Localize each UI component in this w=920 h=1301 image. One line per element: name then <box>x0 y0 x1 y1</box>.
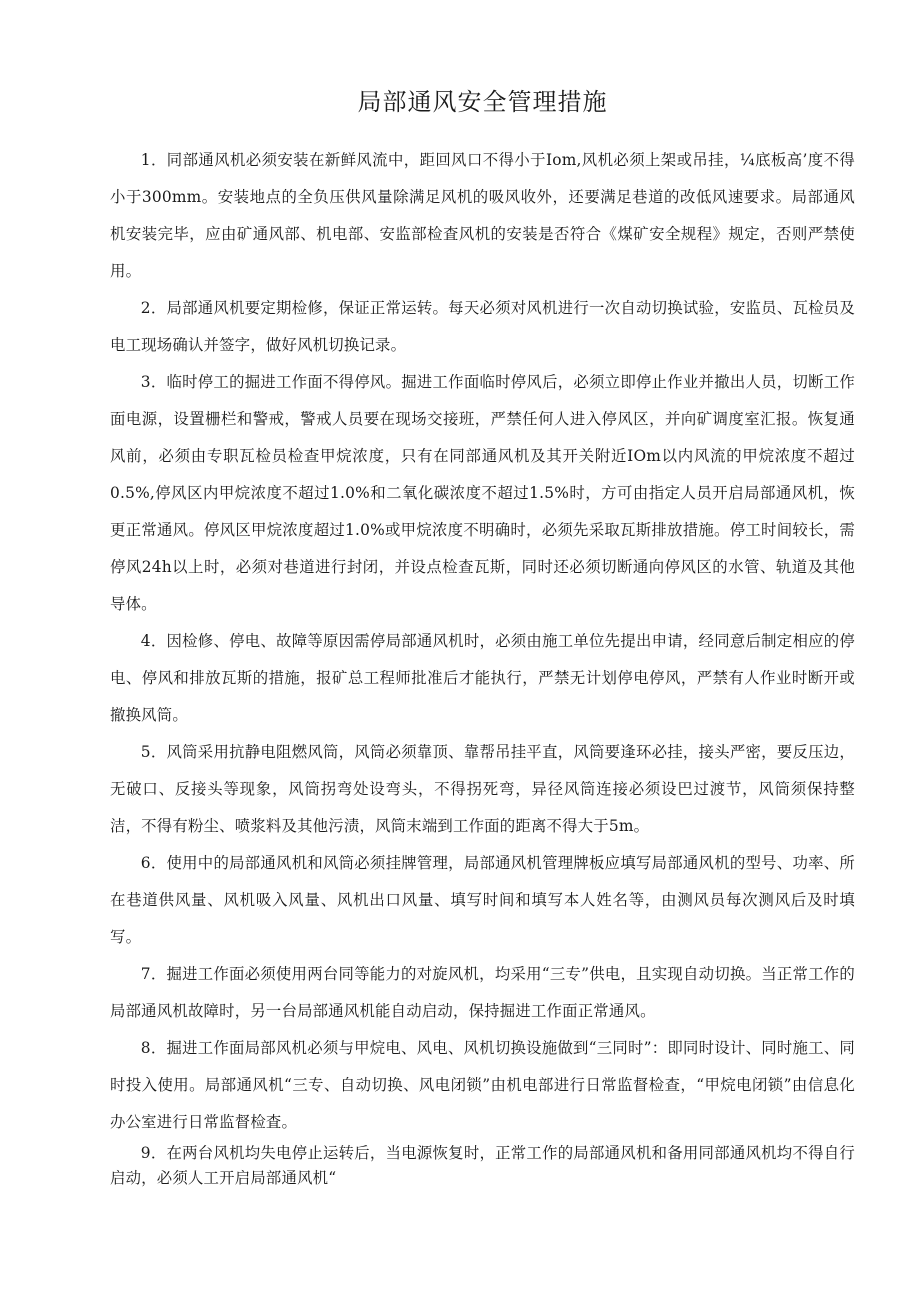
paragraph-8: 8．掘进工作面局部风机必须与甲烷电、风电、风机切换设施做到“三同时”：即同时设计、同时施工、同时投入使用。局部通风机“三专、自动切换、风电闭锁”由机电部进行日常监督检查，“甲烷电闭锁”由信息化办公室进行日常监督检査。 <box>110 1039 855 1131</box>
paragraph-9: 9．在两台风机均失电停止运转后，当电源恢复时，正常工作的局部通风机和备用同部通风机均不得自行启动，必须人工开启局部通风机“ <box>110 1144 855 1187</box>
paragraph-5: 5．风筒采用抗静电阻燃风筒，风筒必须靠顶、靠帮吊挂平直，风筒要逢环必挂，接头严密，要反压边，无破口、反接头等现象，风筒拐弯处设弯头，不得拐死弯，异径风筒连接必须设巴过渡节，风筒须保持整洁，不得有粉尘、喷浆料及其他污渍，风筒末端到工作面的距离不得大于5m。 <box>110 743 855 835</box>
document-title: 局部通风安全管理措施 <box>357 88 608 116</box>
paragraph-4: 4．因检修、停电、故障等原因需停局部通风机时，必须由施工单位先提出申请，经同意后制定相应的停电、停风和排放瓦斯的措施，报矿总工程师批准后才能执行，严禁无计划停电停风，严禁有人作业时断开或撤换风筒。 <box>110 632 855 724</box>
document-page <box>110 82 855 1191</box>
paragraph-1: 1．同部通风机必须安装在新鲜风流中，距回风口不得小于Iom,风机必须上架或吊挂，¼底板高’度不得小于300mm。安装地点的全负压供风量除满足风机的吸风收外，还要满足巷道的改低风速要求。局部通风机安装完毕，应由矿通风部、机电部、安监部检査风机的安装是否符合《煤矿安全规程》规定，否则严禁使用。 <box>110 151 855 280</box>
paragraph-6: 6．使用中的局部通风机和风筒必须挂牌管理，局部通风机管理牌板应填写局部通风机的型号、功率、所在巷道供风量、风机吸入风量、风机出口风量、填写时间和填写本人姓名等，由测风员每次测风后及时填写。 <box>110 854 855 946</box>
paragraph-7: 7．掘进工作面必须使用两台同等能力的对旋风机，均采用“三专”供电，且实现自动切换。当正常工作的局部通风机故障时，另一台局部通风机能自动启动，保持掘进工作面正常通风。 <box>110 965 855 1020</box>
paragraph-3: 3．临时停工的掘进工作面不得停风。掘进工作面临时停风后，必须立即停止作业并撤出人员，切断工作面电源，设置栅栏和警戒，警戒人员要在现场交接班，严禁任何人进入停风区，并向矿调度室汇报。恢复通风前，必须由专职瓦检员检查甲烷浓度，只有在同部通风机及其开关附近IOm以内风流的甲烷浓度不超过0.5%,停风区内甲烷浓度不超过1.0%和二氧化碳浓度不超过1.5%时，方可由指定人员开启局部通风机，恢更正常通风。停风区甲烷浓度超过1.0%或甲烷浓度不明确时，必须先采取瓦斯排放措施。停工时间较长，需停风24h以上时，必须对巷道进行封闭，并设点检查瓦斯，同时还必须切断通向停风区的水管、轨道及其他导体。 <box>110 373 855 613</box>
paragraph-2: 2．局部通风机要定期检修，保证正常运转。每天必须对风机进行一次自动切换试验，安监员、瓦检员及电工现场确认并签字，做好风机切换记录。 <box>110 299 855 354</box>
